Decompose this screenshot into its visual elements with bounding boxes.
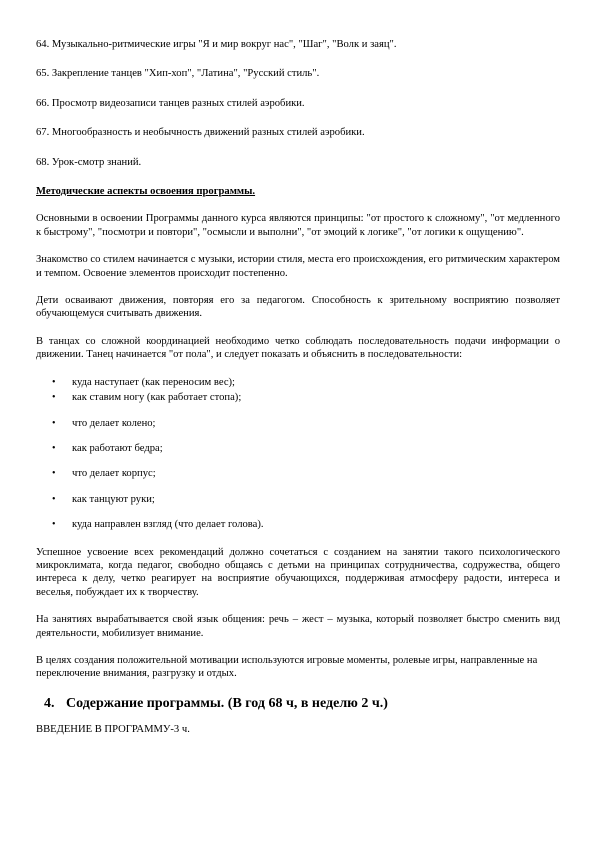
bullet-icon: • xyxy=(52,442,56,454)
list-item: • как работают бедра; xyxy=(52,442,163,454)
lesson-item-66: 66. Просмотр видеозаписи танцев разных стилей аэробики. xyxy=(36,97,305,109)
movement-learning-paragraph: Дети осваивают движения, повторяя его за педагогом. Способность к зрительному восприятию позволяет обучающемуся считывать движения. xyxy=(36,295,560,320)
bullet-icon: • xyxy=(52,468,56,480)
bullet-icon: • xyxy=(52,493,56,505)
section-number: 4. xyxy=(44,695,55,711)
coordination-paragraph: В танцах со сложной координацией необходимо четко соблюдать последовательность подачи информации о движении. Танец начинается "от пола", и следует показать и объяснить в последовательности: xyxy=(36,335,560,361)
lesson-item-68: 68. Урок-смотр знаний. xyxy=(36,156,142,168)
lesson-item-67: 67. Многообразность и необычность движений разных стилей аэробики. xyxy=(36,127,365,139)
section-heading xyxy=(44,695,560,713)
bullet-icon: • xyxy=(52,417,56,429)
document-page xyxy=(36,38,560,736)
list-item: • как танцуют руки; xyxy=(52,493,155,505)
principles-paragraph: Основными в освоении Программы данного курса являются принципы: "от простого к сложному", "от медленного к быстрому", "посмотри и повтори", "осмысли и выполни", "от эмоций к логике", "от логики к ощущению". xyxy=(36,213,560,238)
sequence-list xyxy=(36,376,560,532)
list-item: • что делает корпус; xyxy=(52,468,156,480)
lesson-item-65: 65. Закрепление танцев "Хип-хоп", "Латина", "Русский стиль". xyxy=(36,68,320,80)
motivation-paragraph: В целях создания положительной мотивации используются игровые моменты, ролевые игры, направленные на переключение внимания, разгрузку и отдых. xyxy=(36,654,538,680)
style-intro-paragraph: Знакомство со стилем начинается с музыки, истории стиля, места его происхождения, его ритмическим характером и темпом. Освоение элементов происходит постепенно. xyxy=(36,254,560,279)
list-item: • как ставим ногу (как работает стопа); xyxy=(52,392,242,404)
microclimate-paragraph: Успешное усвоение всех рекомендаций должно сочетаться с созданием на занятии такого психологического микроклимата, когда педагог, свободно общаясь с детьми на принципах сотрудничества, содружества, общего интереса к делу, четко реагирует на восприятие обучающихся, поддерживая атмосферу радости, интереса и веселья, побуждает их к творчеству. xyxy=(36,546,560,598)
bullet-icon: • xyxy=(52,392,56,404)
communication-paragraph: На занятиях вырабатывается свой язык общения: речь – жест – музыка, который позволяет быстро сменить вид деятельности, мобилизует внимание. xyxy=(36,614,560,639)
bullet-icon: • xyxy=(52,519,56,531)
bullet-icon: • xyxy=(52,376,56,388)
methodical-heading: Методические аспекты освоения программы. xyxy=(36,186,256,198)
intro-line: ВВЕДЕНИЕ В ПРОГРАММУ-3 ч. xyxy=(36,723,190,735)
section-title-text: Содержание программы. (В год 68 ч, в неделю 2 ч.) xyxy=(66,695,388,711)
list-item: • куда наступает (как переносим вес); xyxy=(52,376,235,388)
list-item: • куда направлен взгляд (что делает голова). xyxy=(52,519,264,531)
list-item: • что делает колено; xyxy=(52,417,156,429)
lesson-item-64: 64. Музыкально-ритмические игры "Я и мир вокруг нас", "Шаг", "Волк и заяц". xyxy=(36,39,397,50)
